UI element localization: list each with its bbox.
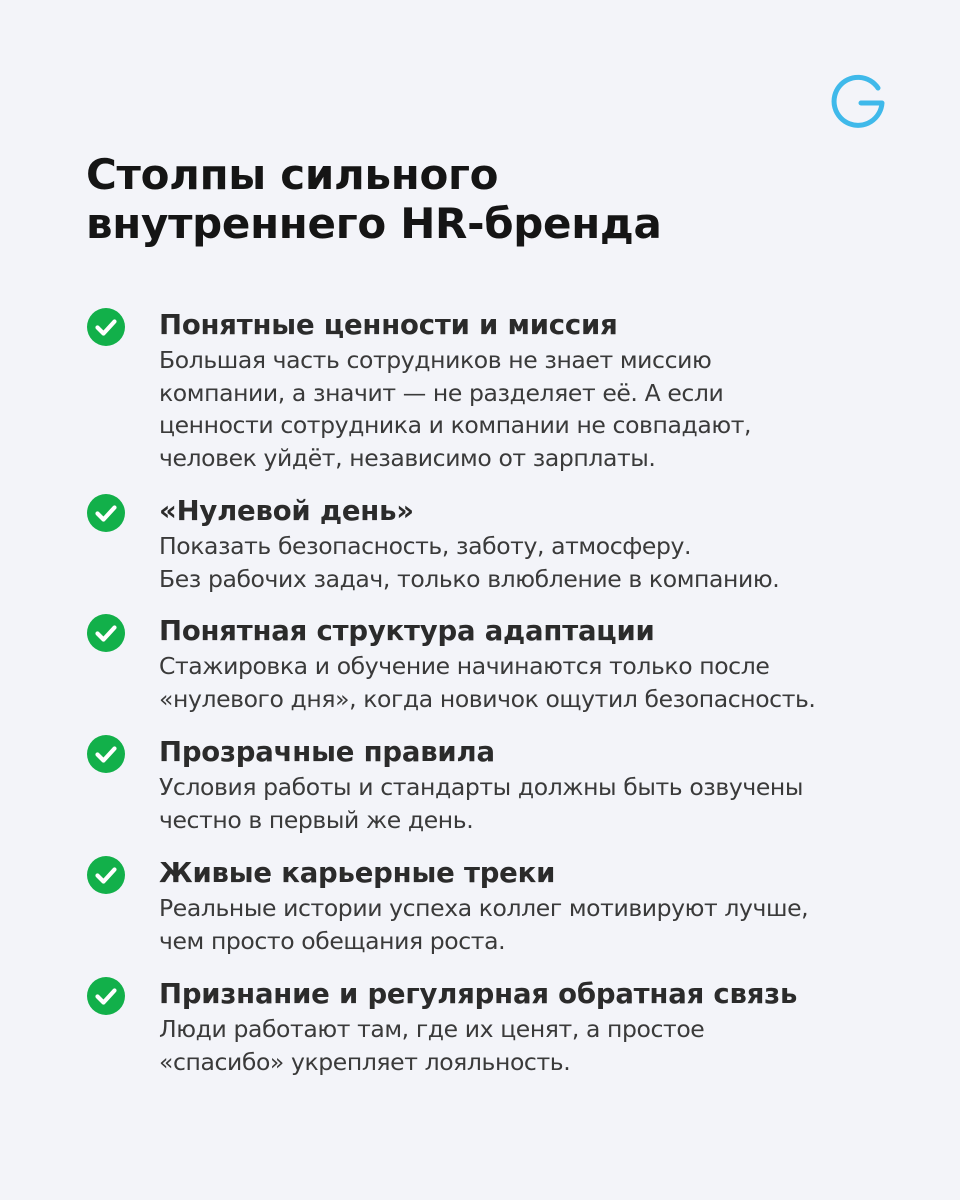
description-line: компании, а значит — не разделяет её. А если [159, 378, 724, 407]
description-line: «спасибо» укрепляет лояльность. [159, 1047, 571, 1076]
item-heading: Понятная структура адаптации [159, 615, 655, 647]
description-line: «нулевого дня», когда новичок ощутил безопасность. [159, 684, 816, 713]
item-heading: Признание и регулярная обратная связь [159, 978, 798, 1010]
item-description [159, 530, 779, 595]
description-line: Условия работы и стандарты должны быть озвучены [159, 773, 804, 801]
check-circle-icon [86, 855, 126, 895]
description-line: Стажировка и обучение начинаются только после [159, 652, 770, 680]
g-letter-logo-icon [828, 72, 888, 132]
title-line-1: Столпы сильного [86, 150, 499, 199]
item-description [159, 771, 803, 836]
description-line: человек уйдёт, независимо от зарплаты. [159, 443, 656, 472]
description-line: чем просто обещания роста. [159, 926, 506, 955]
description-line: ценности сотрудника и компании не совпадают, [159, 411, 752, 439]
description-line: Показать безопасность, заботу, атмосферу. [159, 532, 692, 560]
check-circle-icon [86, 976, 126, 1016]
item-heading: Прозрачные правила [159, 736, 495, 768]
check-circle-icon [86, 307, 126, 347]
page-title [86, 150, 846, 248]
item-description [159, 344, 751, 474]
item-description [159, 892, 808, 957]
item-heading: Живые карьерные треки [159, 857, 556, 889]
item-heading: Понятные ценности и миссия [159, 309, 618, 341]
description-line: Реальные истории успеха коллег мотивируют лучше, [159, 894, 809, 922]
item-description [159, 650, 816, 715]
check-circle-icon [86, 734, 126, 774]
description-line: Люди работают там, где их ценят, а простое [159, 1015, 705, 1043]
title-line-2: внутреннего HR-бренда [86, 199, 662, 248]
description-line: честно в первый же день. [159, 805, 474, 834]
item-description [159, 1013, 704, 1078]
check-circle-icon [86, 493, 126, 533]
check-circle-icon [86, 613, 126, 653]
description-line: Без рабочих задач, только влюбление в компанию. [159, 564, 780, 593]
description-line: Большая часть сотрудников не знает миссию [159, 346, 712, 374]
item-heading: «Нулевой день» [159, 495, 414, 527]
